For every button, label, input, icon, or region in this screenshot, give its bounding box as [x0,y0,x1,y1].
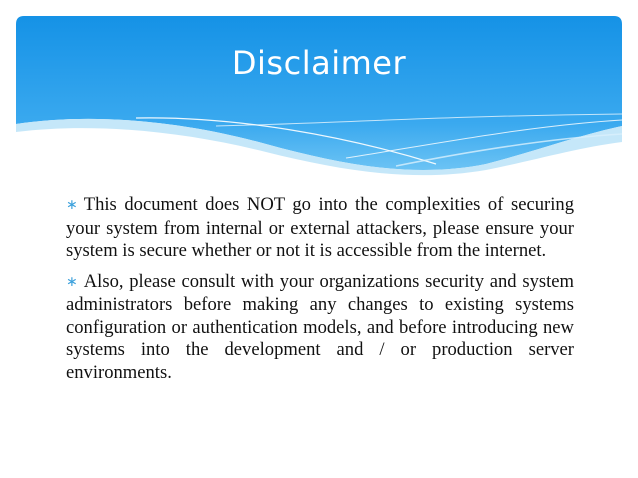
asterisk-bullet-icon: ∗ [66,197,78,213]
asterisk-bullet-icon: ∗ [66,273,78,290]
bullet-item [66,271,574,385]
slide-title: Disclaimer [231,44,407,82]
bullet-text: Also, please consult with your organizations security and system administrators before making any changes to existing systems configuration or authentication models, and before introducing new systems into the development and / or production server environments. [66,270,574,383]
bullet-list [66,194,574,392]
wave-banner-graphic [16,16,622,178]
bullet-item [66,194,574,263]
bullet-text: This document does NOT go into the complexities of securing your system from internal or external attackers, please ensure your system is secure whether or not it is accessible from the internet. [66,194,574,261]
title-banner [16,16,622,178]
